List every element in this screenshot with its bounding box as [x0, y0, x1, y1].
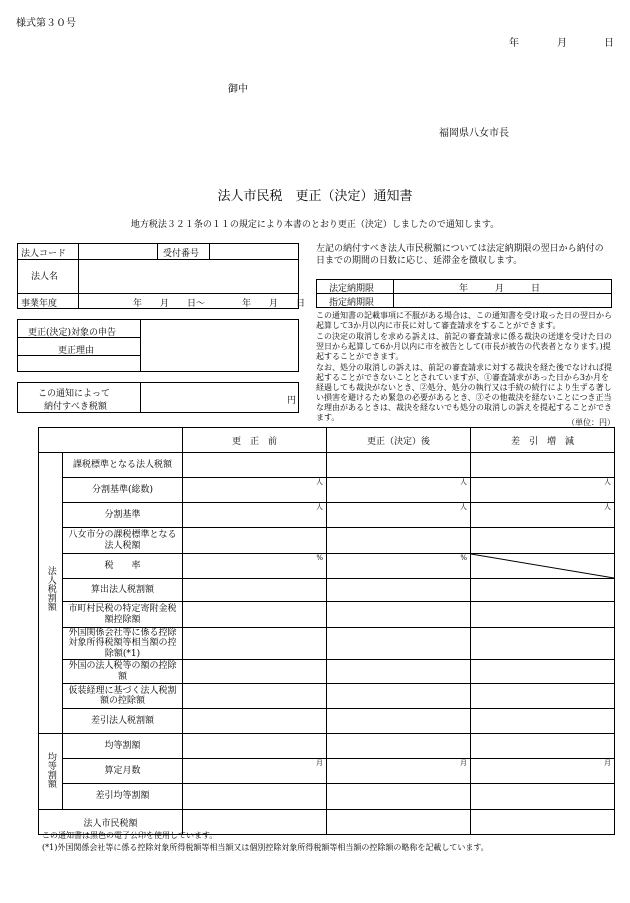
- total-diff: [471, 810, 615, 835]
- cell-after: [327, 579, 471, 602]
- table-row: [39, 628, 615, 660]
- cell-after: [327, 709, 471, 734]
- onchu-label: 御中: [228, 84, 248, 95]
- cell-after: [327, 684, 471, 709]
- header-before: 更 正 前: [183, 428, 327, 453]
- corp-code-label: 法人コード: [21, 249, 67, 259]
- unit-mark: 人: [460, 503, 467, 511]
- cell-diff: [471, 528, 615, 554]
- group-label-houjinzei: 法人税割額: [39, 453, 63, 734]
- table-row: [39, 734, 615, 759]
- tax-due-label-2: 納付すべき税額: [44, 402, 107, 412]
- statutory-deadline-date: 年 月 日: [459, 284, 541, 294]
- appeal-note-2: この決定の取消しを求める訴えは、前記の審査請求に係る裁決の送達を受けた日の翌日から起算して6か月以内に市を被告として(市長が被告の代表者となります。)提起することができます。: [316, 332, 612, 361]
- unit-mark: 人: [604, 478, 611, 486]
- row-label: 差引均等割額: [63, 784, 183, 810]
- date-year: 年: [509, 38, 519, 49]
- calculation-table: [38, 427, 615, 835]
- tax-due-unit: 円: [287, 396, 297, 406]
- table-header-row: [39, 428, 615, 453]
- row-label: 課税標準となる法人税額: [63, 453, 183, 478]
- form-number: 様式第３０号: [16, 18, 76, 29]
- deadline-box: [316, 279, 612, 308]
- row-label: 分割基準(総数): [63, 478, 183, 503]
- delay-charge-text: 左記の納付すべき法人市民税額については法定納期限の翌日から納付の日までの期間の日数に応じ、延滞金を徴収します。: [316, 244, 604, 267]
- cell-after: [327, 660, 471, 684]
- issuer-name: 福岡県八女市長: [439, 128, 509, 139]
- cell-diff: [471, 660, 615, 684]
- footnote-abbreviation: (*1)外国関係会社等に係る控除対象所得税額等相当額又は個別控除対象所得税額等相当額の控除額の略称を記載しています。: [42, 843, 489, 852]
- row-label: 差引法人税割額: [63, 709, 183, 734]
- cell-before: [183, 453, 327, 478]
- date-day: 日: [604, 38, 614, 49]
- unit-mark: %: [460, 554, 467, 562]
- lead-sentence: 地方税法３２１条の１１の規定により本書のとおり更正（決定）しましたので通知します。: [130, 220, 500, 230]
- cell-after: [327, 554, 471, 579]
- cell-after: [327, 503, 471, 528]
- cell-diff: [471, 478, 615, 503]
- diagonal-strike: [471, 554, 614, 578]
- group-label-kintou: 均等割額: [39, 734, 63, 810]
- cell-diff: [471, 503, 615, 528]
- appeal-note-3: なお、処分の取消しの訴えは、前記の審査請求に対する裁決を経た後でなければ提起することができないこととされていますが、①審査請求があった日から3か月を経過しても裁決がないとき、②処分、処分の執行又は手続の続行により生ずる著しい損害を避けるため緊急の必要があるとき、③その他裁決を経ないことにつき正当な理由があるときは、裁決を経ないでも処分の取消しの訴えを提起することができます。: [316, 363, 612, 422]
- cell-before: [183, 478, 327, 503]
- cell-diff: [471, 759, 615, 784]
- cell-after: [327, 478, 471, 503]
- row-label: 算定月数: [63, 759, 183, 784]
- cell-before: [183, 579, 327, 602]
- table-row: [39, 759, 615, 784]
- unit-mark: 人: [316, 503, 323, 511]
- table-row: [39, 503, 615, 528]
- cell-after: [327, 602, 471, 628]
- cell-after: [327, 528, 471, 554]
- corp-name-label: 法人名: [31, 272, 59, 282]
- cell-after: [327, 734, 471, 759]
- row-label: 外国の法人税等の額の控除額: [63, 660, 183, 684]
- cell-before: [183, 734, 327, 759]
- table-row: [39, 660, 615, 684]
- cell-diff: [471, 684, 615, 709]
- cell-diff: [471, 784, 615, 810]
- row-label: 分割基準: [63, 503, 183, 528]
- row-label: 仮装経理に基づく法人税割額の控除額: [63, 684, 183, 709]
- table-row: [39, 554, 615, 579]
- statutory-deadline-label: 法定納期限: [329, 284, 375, 294]
- table-row: [39, 684, 615, 709]
- cell-diff: [471, 628, 615, 660]
- header-after: 更正（決定）後: [327, 428, 471, 453]
- tax-due-box: [17, 382, 299, 413]
- document-title: 法人市民税 更正（決定）通知書: [217, 189, 413, 204]
- reason-label: 更正理由: [58, 346, 95, 356]
- cell-before: [183, 759, 327, 784]
- fiscal-year-from: 年 月 日〜: [133, 299, 206, 309]
- table-row: [39, 784, 615, 810]
- cell-diff: [471, 554, 615, 579]
- row-label: 市町村民税の特定寄附金税額控除額: [63, 602, 183, 628]
- row-label: 八女市分の課税標準となる法人税額: [63, 528, 183, 554]
- table-row: [39, 453, 615, 478]
- unit-note: （単位：円）: [567, 418, 615, 427]
- unit-mark: 月: [460, 759, 467, 768]
- table-row: [39, 602, 615, 628]
- cell-after: [327, 759, 471, 784]
- row-label: 外国関係会社等に係る控除対象所得税額等相当額の控除額(*1): [63, 628, 183, 660]
- footnote-seal: この通知書は黒色の電子公印を使用しています。: [42, 831, 218, 840]
- row-label: 均等割額: [63, 734, 183, 759]
- cell-before: [183, 684, 327, 709]
- date-month: 月: [557, 38, 567, 49]
- corporate-info-box: [17, 243, 306, 309]
- cell-diff: [471, 709, 615, 734]
- cell-diff: [471, 579, 615, 602]
- target-declaration-box: [17, 319, 299, 372]
- table-row: [39, 528, 615, 554]
- row-label: 税 率: [63, 554, 183, 579]
- total-label: 法人市民税額: [39, 810, 183, 835]
- declaration-label: 更正(決定)対象の申告: [28, 328, 117, 338]
- cell-before: [183, 784, 327, 810]
- cell-before: [183, 528, 327, 554]
- cell-after: [327, 784, 471, 810]
- designated-deadline-label: 指定納期限: [329, 298, 375, 308]
- table-row: [39, 579, 615, 602]
- cell-before: [183, 554, 327, 579]
- cell-after: [327, 628, 471, 660]
- unit-mark: 人: [460, 478, 467, 486]
- cell-after: [327, 453, 471, 478]
- cell-diff: [471, 602, 615, 628]
- unit-mark: 月: [604, 759, 611, 768]
- fiscal-year-label: 事業年度: [21, 299, 58, 309]
- table-row: [39, 478, 615, 503]
- table-row: [39, 709, 615, 734]
- cell-before: [183, 602, 327, 628]
- unit-mark: 人: [316, 478, 323, 486]
- cell-before: [183, 709, 327, 734]
- appeal-note-1: この通知書の記載事項に不服がある場合は、この通知書を受け取った日の翌日から起算して3か月以内に市長に対して審査請求をすることができます。: [316, 311, 612, 330]
- total-after: [327, 810, 471, 835]
- cell-before: [183, 503, 327, 528]
- cell-before: [183, 628, 327, 660]
- tax-due-label-1: この通知によって: [38, 389, 111, 399]
- cell-before: [183, 660, 327, 684]
- unit-mark: 月: [316, 759, 323, 768]
- unit-mark: %: [316, 554, 323, 562]
- row-label: 算出法人税割額: [63, 579, 183, 602]
- receipt-number-label: 受付番号: [163, 249, 200, 259]
- fiscal-year-to: 年 月 日: [242, 299, 306, 309]
- cell-diff: [471, 453, 615, 478]
- cell-diff: [471, 734, 615, 759]
- header-diff: 差 引 増 減: [471, 428, 615, 453]
- unit-mark: 人: [604, 503, 611, 511]
